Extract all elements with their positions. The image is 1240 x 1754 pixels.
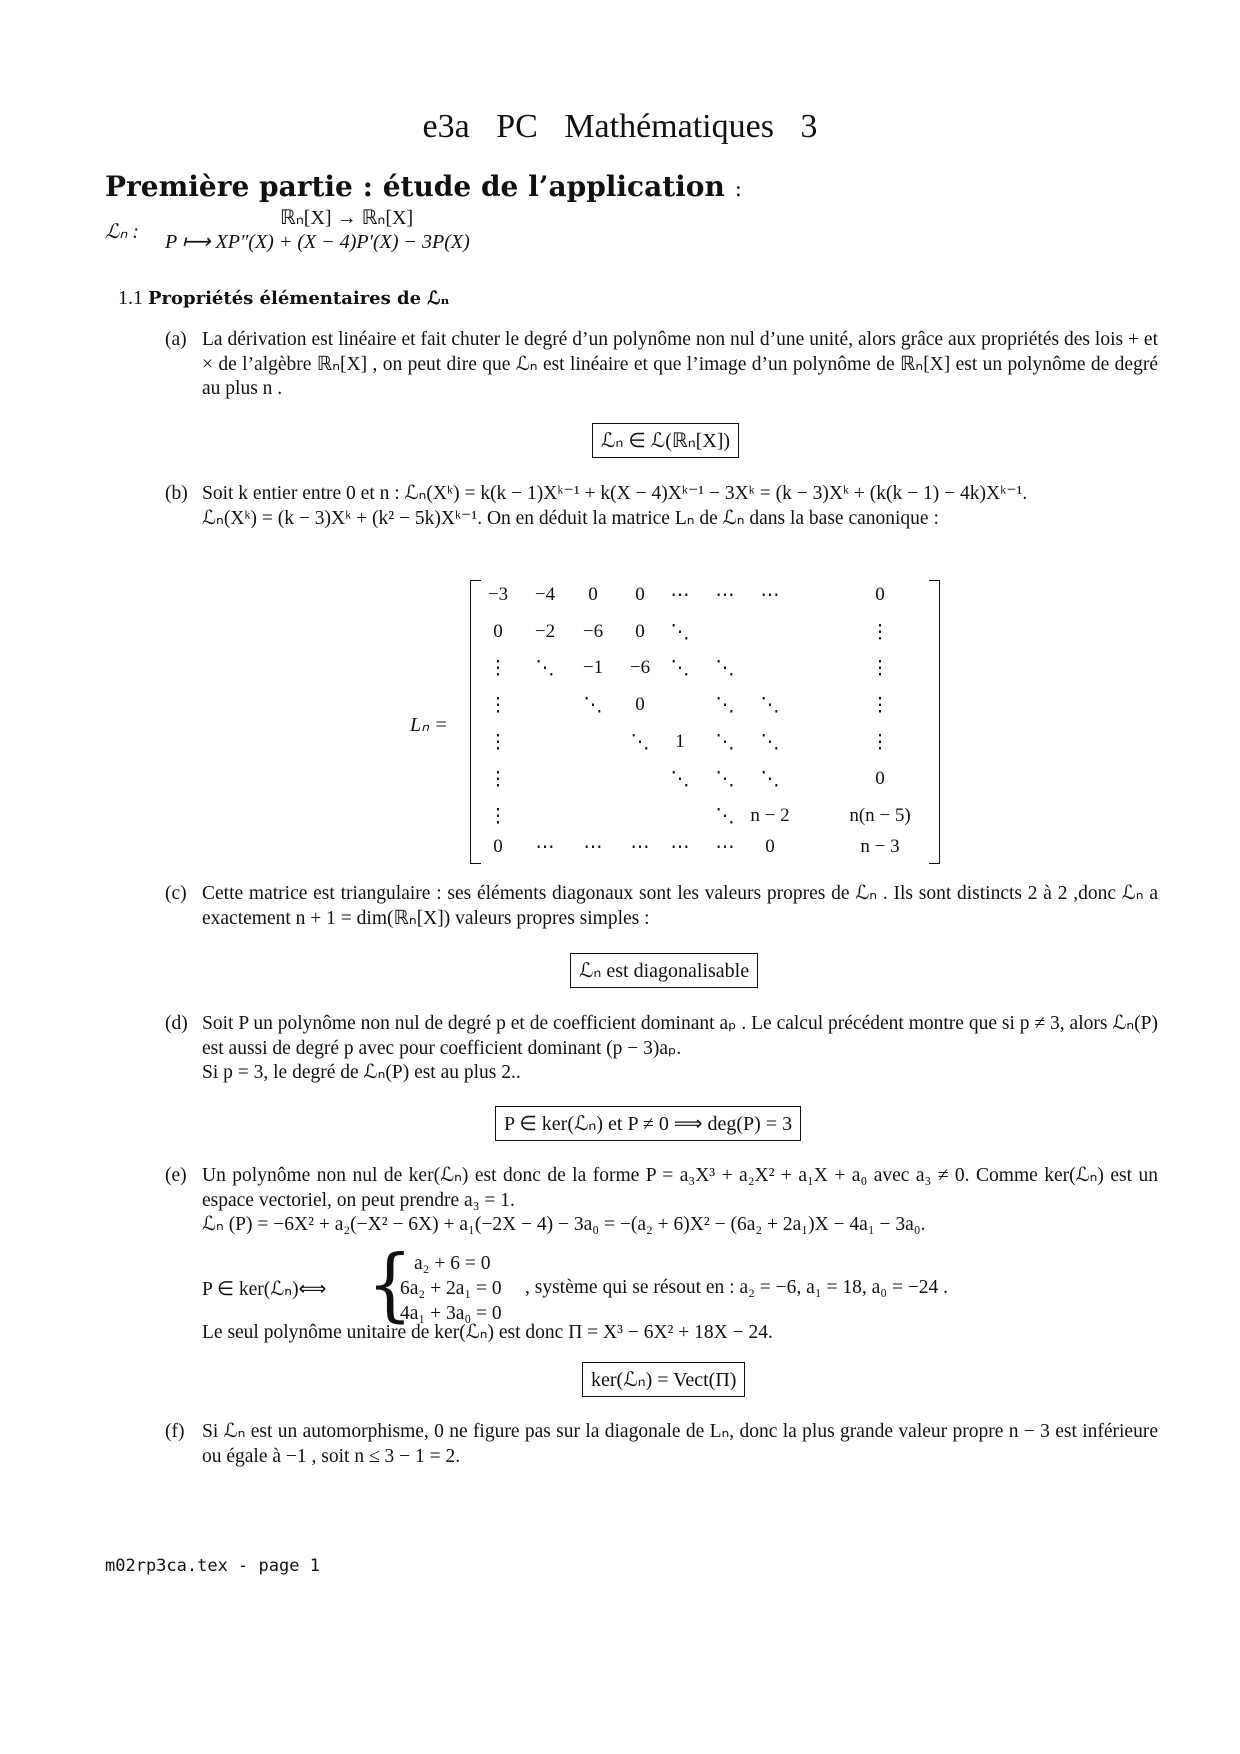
section-heading bbox=[118, 287, 450, 310]
matrix-cell: ⋯ bbox=[760, 585, 780, 606]
matrix-cell: 0 bbox=[875, 584, 885, 605]
matrix-cell: ⋮ bbox=[488, 769, 508, 790]
item-c-label: (c) bbox=[165, 883, 187, 904]
matrix-cell: ⋯ bbox=[715, 837, 735, 858]
matrix-cell: ⋯ bbox=[670, 585, 690, 606]
matrix-cell: ⋱ bbox=[535, 658, 555, 679]
item-a-text: La dérivation est linéaire et fait chuter le degré d’un polynôme non nul d’une unité, alors grâce aux propriétés des lois + et × de l’algèbre ℝₙ[X] , on peut dire que ℒₙ est linéaire et que l’image d’un polynôme de ℝₙ[X] est un polynôme de degré au plus n . bbox=[202, 329, 1158, 399]
part-title-text: Première partie : étude de l’application bbox=[105, 170, 725, 203]
system-brace: { bbox=[367, 1237, 413, 1331]
matrix-cell: ⋱ bbox=[715, 695, 735, 716]
item-b-label: (b) bbox=[165, 483, 188, 504]
matrix-cell: ⋮ bbox=[870, 622, 890, 643]
item-d bbox=[165, 1012, 1158, 1086]
matrix-ln bbox=[470, 580, 940, 862]
item-f-label: (f) bbox=[165, 1421, 185, 1442]
matrix-cell: ⋱ bbox=[760, 769, 780, 790]
item-e-label: (e) bbox=[165, 1165, 187, 1186]
item-e-last-line: Le seul polynôme unitaire de ker(ℒₙ) est donc Π = X³ − 6X² + 18X − 24. bbox=[202, 1322, 773, 1343]
matrix-cell: ⋱ bbox=[760, 732, 780, 753]
item-b-line1: Soit k entier entre 0 et n : ℒₙ(Xᵏ) = k(k − 1)Xᵏ⁻¹ + k(X − 4)Xᵏ⁻¹ − 3Xᵏ = (k − 3)Xᵏ + (k(k − 1) − 4k)Xᵏ⁻¹. bbox=[202, 483, 1028, 504]
matrix-cell: ⋱ bbox=[715, 658, 735, 679]
matrix-cell: −6 bbox=[582, 621, 604, 642]
matrix-right-bracket bbox=[929, 580, 940, 864]
item-b bbox=[165, 482, 1158, 531]
matrix-cell: −4 bbox=[534, 584, 556, 605]
matrix-cell: −1 bbox=[582, 657, 604, 678]
item-c-text: Cette matrice est triangulaire : ses éléments diagonaux sont les valeurs propres de ℒₙ . Ils sont distincts 2 à 2 ,donc ℒₙ a exactement n + 1 = dim(ℝₙ[X]) valeurs propres simples : bbox=[202, 883, 1158, 929]
map-domain-codomain: ℝₙ[X] → ℝₙ[X] bbox=[280, 207, 414, 229]
matrix-cell: ⋱ bbox=[715, 769, 735, 790]
item-d-text: Soit P un polynôme non nul de degré p et de coefficient dominant aₚ . Le calcul précédent montre que si p ≠ 3, alors ℒₙ(P) est aussi de degré p avec pour coefficient dominant (p − 3)aₚ. bbox=[202, 1013, 1158, 1059]
matrix-cell: ⋮ bbox=[488, 695, 508, 716]
section-number: 1.1 bbox=[118, 287, 143, 309]
matrix-cell: ⋮ bbox=[870, 732, 890, 753]
matrix-label: Lₙ = bbox=[410, 714, 448, 736]
matrix-cell: ⋱ bbox=[715, 806, 735, 827]
matrix-cell: ⋮ bbox=[870, 695, 890, 716]
section-title: Propriétés élémentaires de ℒₙ bbox=[148, 288, 450, 309]
matrix-cell: ⋮ bbox=[488, 806, 508, 827]
matrix-cell: ⋮ bbox=[488, 658, 508, 679]
matrix-cell: ⋯ bbox=[535, 837, 555, 858]
matrix-cell: ⋮ bbox=[488, 732, 508, 753]
system-lhs: P ∈ ker(ℒₙ)⟺ bbox=[202, 1279, 327, 1300]
result-box-e: ker(ℒₙ) = Vect(Π) bbox=[582, 1362, 745, 1397]
item-d-label: (d) bbox=[165, 1013, 188, 1034]
matrix-cell: ⋱ bbox=[670, 658, 690, 679]
matrix-cell: n − 3 bbox=[860, 836, 900, 857]
item-f-text: Si ℒₙ est un automorphisme, 0 ne figure pas sur la diagonale de Lₙ, donc la plus grande valeur propre n − 3 est inférieure ou égale à −1 , soit n ≤ 3 − 1 = 2. bbox=[202, 1421, 1158, 1467]
matrix-cell: ⋮ bbox=[870, 658, 890, 679]
matrix-left-bracket bbox=[470, 580, 481, 864]
item-a-label: (a) bbox=[165, 329, 187, 350]
matrix-cell: ⋱ bbox=[760, 695, 780, 716]
map-formula: P ⟼ XP″(X) + (X − 4)P′(X) − 3P(X) bbox=[165, 231, 470, 253]
result-box-c: ℒₙ est diagonalisable bbox=[570, 953, 758, 988]
system-eq2: 6a₂ + 2a₁ = 0 bbox=[400, 1278, 502, 1299]
matrix-cell: −2 bbox=[534, 621, 556, 642]
matrix-cell: n − 2 bbox=[750, 805, 790, 826]
result-box-a: ℒₙ ∈ ℒ(ℝₙ[X]) bbox=[592, 423, 739, 458]
result-box-d: P ∈ ker(ℒₙ) et P ≠ 0 ⟹ deg(P) = 3 bbox=[495, 1106, 801, 1141]
matrix-cell: 0 bbox=[635, 694, 645, 715]
system-eq3: 4a₁ + 3a₀ = 0 bbox=[400, 1303, 502, 1324]
matrix-cell: 0 bbox=[588, 584, 598, 605]
matrix-cell: ⋱ bbox=[670, 769, 690, 790]
item-b-line2: ℒₙ(Xᵏ) = (k − 3)Xᵏ + (k² − 5k)Xᵏ⁻¹. On en déduit la matrice Lₙ de ℒₙ dans la base canonique : bbox=[202, 507, 939, 529]
matrix-cell: ⋯ bbox=[583, 837, 603, 858]
page-footer: m02rp3ca.tex - page 1 bbox=[105, 1556, 320, 1576]
matrix-cell: ⋱ bbox=[670, 622, 690, 643]
matrix-cell: 0 bbox=[635, 584, 645, 605]
item-e-line2: ℒₙ (P) = −6X² + a₂(−X² − 6X) + a₁(−2X − 4) − 3a₀ = −(a₂ + 6)X² − (6a₂ + 2a₁)X − 4a₁ − 3a₀. bbox=[202, 1214, 926, 1235]
matrix-cell: 1 bbox=[675, 731, 685, 752]
matrix-cell: 0 bbox=[635, 621, 645, 642]
part-title-colon: : bbox=[734, 177, 743, 202]
matrix-cell: −3 bbox=[487, 584, 509, 605]
matrix-cell: 0 bbox=[493, 836, 503, 857]
page-title: e3a PC Mathématiques 3 bbox=[422, 108, 818, 145]
system-rhs: , système qui se résout en : a₂ = −6, a₁ = 18, a₀ = −24 . bbox=[525, 1277, 949, 1298]
matrix-cell: −6 bbox=[629, 657, 651, 678]
system-eq1: a₂ + 6 = 0 bbox=[414, 1253, 491, 1274]
item-c bbox=[165, 882, 1158, 931]
matrix-cell: ⋯ bbox=[630, 837, 650, 858]
item-a bbox=[165, 328, 1158, 402]
item-e-text: Un polynôme non nul de ker(ℒₙ) est donc de la forme P = a₃X³ + a₂X² + a₁X + a₀ avec a₃ ≠ 0. Comme ker(ℒₙ) est un espace vectoriel, on peut prendre a₃ = 1. bbox=[202, 1165, 1158, 1211]
matrix-cell: 0 bbox=[493, 621, 503, 642]
item-f bbox=[165, 1420, 1158, 1469]
map-name: ℒₙ : bbox=[105, 221, 140, 243]
matrix-cell: 0 bbox=[765, 836, 775, 857]
part-title bbox=[105, 170, 742, 203]
matrix-cell: ⋯ bbox=[715, 585, 735, 606]
matrix-cell: 0 bbox=[875, 768, 885, 789]
matrix-cell: n(n − 5) bbox=[849, 805, 911, 826]
matrix-cell: ⋱ bbox=[630, 732, 650, 753]
matrix-cell: ⋱ bbox=[715, 732, 735, 753]
item-d-line2: Si p = 3, le degré de ℒₙ(P) est au plus 2.. bbox=[202, 1062, 521, 1083]
system-equations bbox=[400, 1251, 502, 1326]
matrix-cell: ⋱ bbox=[583, 695, 603, 716]
item-e bbox=[165, 1164, 1158, 1238]
matrix-cell: ⋯ bbox=[670, 837, 690, 858]
